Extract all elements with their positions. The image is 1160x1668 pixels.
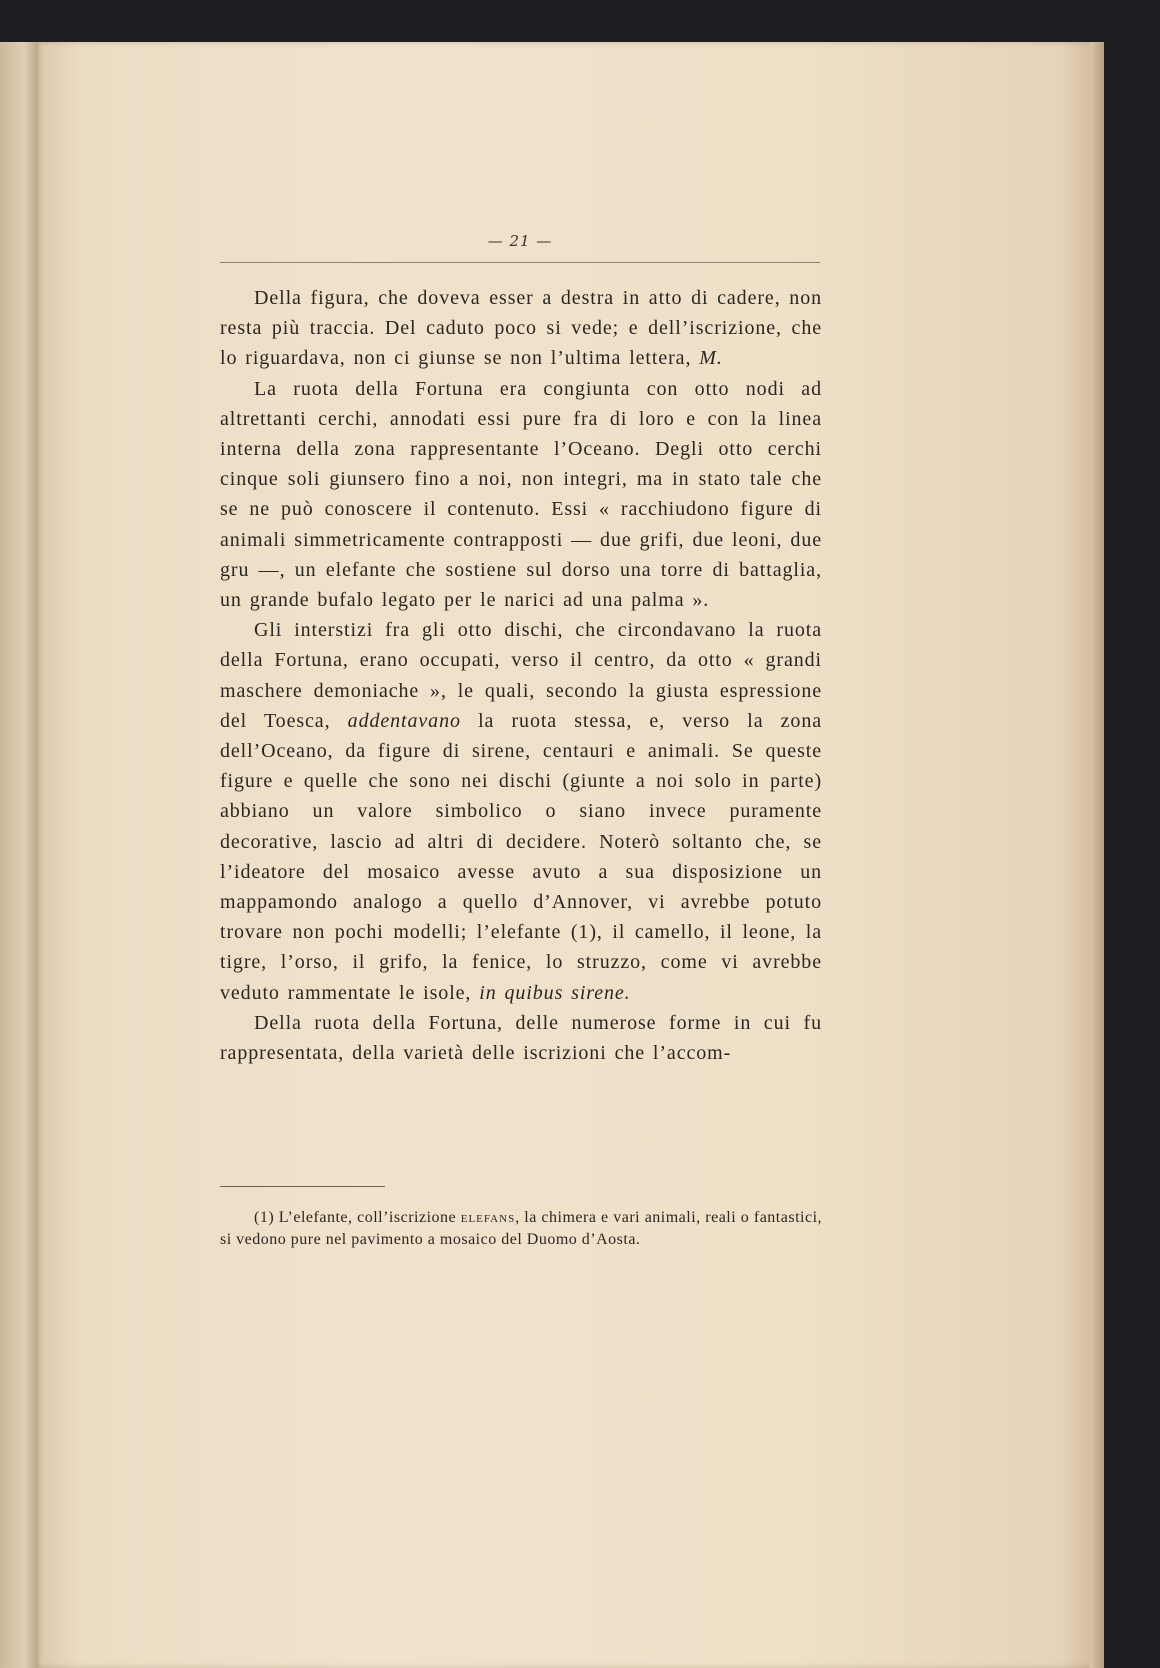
- page-edge-right: [1090, 42, 1104, 1668]
- facing-page-edge: [0, 42, 40, 1668]
- paragraph-3-italic-2: in quibus sirene.: [479, 981, 631, 1004]
- footnote-text-b: , la chimera e vari animali, reali o fantastici, si vedono pure nel pavimento a mosaico del Duomo d’Aosta.: [220, 1209, 823, 1248]
- paragraph-1-text: Della figura, che doveva esser a destra in atto di cadere, non resta più traccia. Del caduto poco si vede; e dell’iscrizione, che lo riguardava, non ci giunse se non l’ultima lettera,: [220, 287, 822, 370]
- paragraph-3: [220, 615, 822, 1008]
- paragraph-1-letter: M.: [699, 347, 723, 370]
- paragraph-1: [220, 283, 822, 374]
- footnote-rule: [220, 1186, 385, 1187]
- footnote: [220, 1207, 822, 1251]
- footnote-smallcaps: elefans: [460, 1209, 516, 1226]
- paragraph-3-text-a: Gli interstizi fra gli otto dischi, che circondavano la ruota della Fortuna, erano occupati, verso il centro, da otto « grandi maschere demoniache », le quali, secondo la giusta espressione del Toesca,: [220, 619, 822, 732]
- header-rule: [220, 262, 820, 263]
- main-text: [220, 283, 822, 1068]
- paragraph-4: Della ruota della Fortuna, delle numerose forme in cui fu rappresentata, della varietà delle iscrizioni che l’accom-: [220, 1011, 822, 1065]
- paragraph-2: La ruota della Fortuna era congiunta con otto nodi ad altrettanti cerchi, annodati essi pure fra di loro e con la linea interna della zona rappresentante l’Oceano. Degli otto cerchi cinque soli giunsero fino a noi, non integri, ma in stato tale che se ne può conoscere il contenuto. Essi « racchiudono figure di animali simmetricamente contrapposti — due grifi, due leoni, due gru —, un elefante che sostiene sul dorso una torre di battaglia, un grande bufalo legato per le narici ad una palma ».: [220, 377, 822, 612]
- footnote-text-a: (1) L’elefante, coll’iscrizione: [254, 1209, 457, 1226]
- paragraph-3-italic: addentavano: [347, 709, 461, 732]
- page-number-header: — 21 —: [487, 232, 553, 250]
- paragraph-3-text-b: la ruota stessa, e, verso la zona dell’Oceano, da figure di sirene, centauri e animali. Se queste figure e quelle che sono nei dischi (giunte a noi solo in parte) abbiano un valore simbolico o siano invece puramente decorative, lascio ad altri di decidere. Noterò soltanto che, se l’ideatore del mosaico avesse avuto a sua disposizione un mappamondo analogo a quello d’Annover, vi avrebbe potuto trovare non pochi modelli; l’elefante (1), il camello, il leone, la tigre, l’orso, il grifo, la fenice, lo struzzo, come vi avrebbe veduto rammentate le isole,: [220, 709, 822, 1004]
